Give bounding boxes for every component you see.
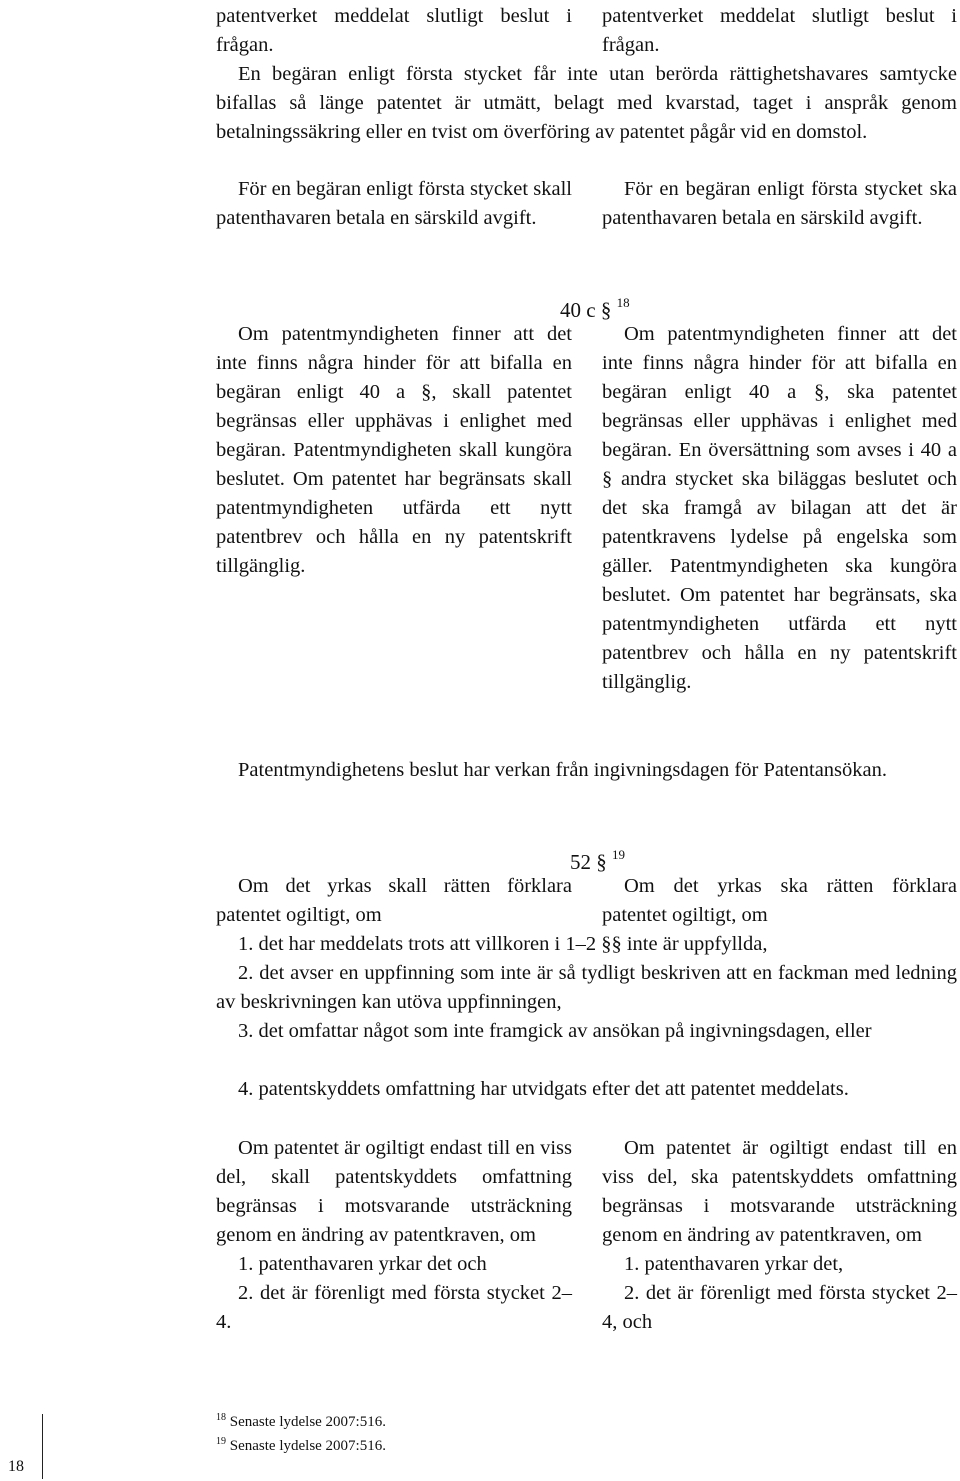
partial-invalidity-right [602, 1134, 957, 1337]
footnote-ref-19: 19 [612, 847, 625, 862]
fee-paragraph-left: För en begäran enligt första stycket skall patenthavaren betala en särskild avgift. [216, 178, 572, 229]
footnote-text: Senaste lydelse 2007:516. [229, 1414, 386, 1430]
section-52-intro-right: Om det yrkas ska rätten förklara patentet ogiltigt, om [602, 875, 957, 926]
footnote [216, 1432, 386, 1456]
partial-invalidity-left [216, 1134, 572, 1337]
partial-invalidity-text: Om patentet är ogiltigt endast till en viss del, ska patentskyddets omfattning begränsas i motsvarande utsträckning genom en ändring av patentkraven, om [602, 1137, 957, 1246]
section-40c-number: 40 c § [560, 298, 612, 322]
footnote [216, 1408, 386, 1432]
list-item: 2. det avser en uppfinning som inte är så tydligt beskriven att en fackman med ledning av beskrivningen kan utöva uppfinningen, [216, 962, 957, 1013]
fee-paragraph-right: För en begäran enligt första stycket ska patenthavaren betala en särskild avgift. [602, 178, 957, 229]
decision-text-left: patentverket meddelat slutligt beslut i frågan. [216, 5, 572, 56]
partial-invalidity-text: Om patentet är ogiltigt endast till en viss del, skall patentskyddets omfattning begränsas i motsvarande utsträckning genom en ändring av patentkraven, om [216, 1137, 572, 1246]
list-item: 4. patentskyddets omfattning har utvidgats efter det att patentet meddelats. [238, 1078, 849, 1100]
footnote-number: 18 [216, 1412, 226, 1423]
section-40c-right: Om patentmyndigheten finner att det inte finns några hinder för att bifalla en begäran enligt 40 a §, ska patentet begränsas eller upphävas i enlighet med begäran. En översättning som avses i 40 a § andra stycket ska biläggas beslutet och det ska framgå av bilagan att det är patentkravens lydelse på engelska som gäller. Patentmyndigheten ska kungöra beslutet. Om patentet har begränsats, ska patentmyndigheten utfärda ett nytt patentbrev och hålla en ny patentskrift tillgänglig. [602, 323, 957, 693]
condition-item: 1. patenthavaren yrkar det, [624, 1253, 844, 1275]
effect-paragraph: Patentmyndighetens beslut har verkan från ingivningsdagen för Patentansökan. [238, 759, 888, 781]
section-52-number: 52 § [570, 850, 607, 874]
list-item: 1. det har meddelats trots att villkoren i 1–2 §§ inte är uppfyllda, [238, 933, 768, 955]
margin-rule [42, 1414, 43, 1479]
footnote-ref-18: 18 [616, 295, 630, 310]
footnote-text: Senaste lydelse 2007:516. [229, 1438, 386, 1454]
condition-item: 1. patenthavaren yrkar det och [238, 1253, 487, 1275]
decision-text-right: patentverket meddelat slutligt beslut i frågan. [602, 5, 957, 56]
condition-item: 2. det är förenligt med första stycket 2–4. [216, 1282, 572, 1333]
section-52-intro-left: Om det yrkas skall rätten förklara patentet ogiltigt, om [216, 875, 572, 926]
consent-paragraph: En begäran enligt första stycket får inte utan berörda rättighetshavares samtycke bifallas så länge patentet är utmätt, belagt med kvarstad, taget i anspråk genom betalningssäkring eller en tvist om överföring av patentet pågår vid en domstol. [216, 63, 957, 143]
footnote-number: 19 [216, 1436, 226, 1447]
page-number: 18 [8, 1458, 24, 1475]
condition-item: 2. det är förenligt med första stycket 2–4, och [602, 1282, 957, 1333]
list-item: 3. det omfattar något som inte framgick av ansökan på ingivningsdagen, eller [238, 1020, 872, 1042]
section-40c-left: Om patentmyndigheten finner att det inte finns några hinder för att bifalla en begäran enligt 40 a §, skall patentet begränsas eller upphävas i enlighet med begäran. Patentmyndigheten skall kungöra beslutet. Om patentet har begränsats skall patentmyndigheten utfärda ett nytt patentbrev och hålla en ny patentskrift tillgänglig. [216, 323, 572, 577]
